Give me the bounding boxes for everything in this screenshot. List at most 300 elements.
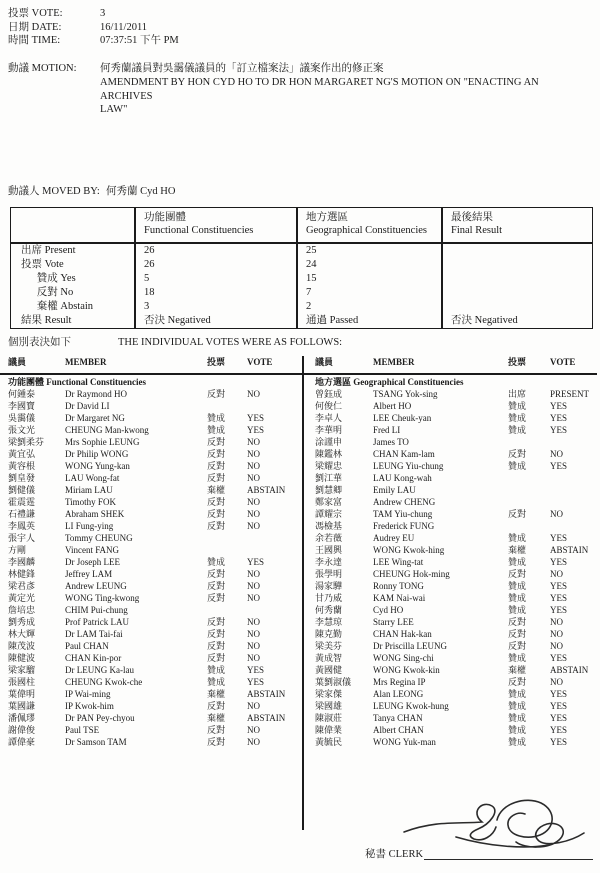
member-name-en: Dr Margaret NG	[65, 413, 125, 423]
member-row	[8, 412, 296, 424]
member-vote-zh: 贊成	[207, 557, 226, 567]
member-vote-en: YES	[247, 677, 265, 687]
summary-row-label: 出席 Present	[21, 245, 76, 256]
member-vote-en: NO	[550, 617, 563, 627]
member-name-zh: 李國寶	[8, 401, 36, 411]
member-vote-en	[550, 496, 597, 508]
member-name-zh: 曾鈺成	[315, 389, 343, 399]
member-vote-en: NO	[247, 449, 260, 459]
col-member-zh: 議員	[315, 357, 334, 367]
member-vote-zh: 贊成	[207, 425, 226, 435]
member-name-zh: 黃毓民	[315, 737, 343, 747]
individual-votes-caption-zh: 個別表決如下	[8, 337, 71, 348]
member-name-en: Paul TSE	[65, 725, 100, 735]
member-name-zh: 梁美芬	[315, 641, 343, 651]
member-vote-en: NO	[247, 497, 260, 507]
time-label: 時間 TIME:	[8, 35, 61, 46]
member-vote-en: NO	[550, 449, 563, 459]
member-name-en: TAM Yiu-chung	[373, 509, 433, 519]
member-vote-en: NO	[550, 629, 563, 639]
member-vote-en: NO	[247, 737, 260, 747]
member-name-en: Paul CHAN	[65, 641, 109, 651]
member-name-en: LI Fung-ying	[65, 521, 114, 531]
summary-row-fc-value: 26	[144, 245, 155, 256]
member-name-zh: 劉慧卿	[315, 485, 343, 495]
member-vote-zh: 棄權	[508, 545, 527, 555]
member-name-zh: 李慧琼	[315, 617, 343, 627]
member-vote-zh: 贊成	[207, 665, 226, 675]
member-vote-zh: 反對	[207, 449, 226, 459]
member-vote-en	[247, 400, 296, 412]
member-vote-en: NO	[247, 509, 260, 519]
member-name-zh: 李華明	[315, 425, 343, 435]
member-name-en: CHAN Kin-por	[65, 653, 122, 663]
member-name-zh: 李鳳英	[8, 521, 36, 531]
member-name-zh: 梁劉柔芬	[8, 437, 45, 447]
member-name-zh: 何俊仁	[315, 401, 343, 411]
summary-col-final-en: Final Result	[451, 225, 503, 236]
member-vote-en: NO	[247, 641, 260, 651]
member-vote-zh	[508, 520, 550, 532]
member-vote-en: NO	[247, 569, 260, 579]
member-name-zh: 甘乃威	[315, 593, 343, 603]
summary-col-blank	[11, 208, 134, 242]
date-label: 日期 DATE:	[8, 21, 62, 33]
summary-row-label: 棄權 Abstain	[21, 301, 94, 312]
member-vote-en: ABSTAIN	[550, 665, 589, 675]
member-name-zh: 潘佩璆	[8, 713, 36, 723]
member-name-zh: 梁家騮	[8, 665, 36, 675]
summary-row	[11, 286, 592, 300]
member-row	[315, 508, 597, 520]
summary-row-final-value	[441, 286, 592, 300]
member-name-zh: 張學明	[315, 569, 343, 579]
member-vote-zh: 反對	[508, 677, 527, 687]
member-vote-zh: 贊成	[508, 713, 527, 723]
member-vote-zh: 贊成	[508, 461, 527, 471]
member-vote-en: NO	[247, 581, 260, 591]
member-vote-zh: 反對	[207, 473, 226, 483]
member-vote-zh	[508, 496, 550, 508]
member-vote-zh: 反對	[207, 641, 226, 651]
member-name-zh: 譚偉豪	[8, 737, 36, 747]
member-vote-en: NO	[247, 593, 260, 603]
member-row	[315, 664, 597, 676]
member-row	[315, 388, 597, 400]
member-row	[315, 712, 597, 724]
member-vote-zh: 贊成	[207, 677, 226, 687]
member-row	[315, 544, 597, 556]
member-name-zh: 陳淑莊	[315, 713, 343, 723]
vote-number-value: 3	[100, 8, 106, 19]
member-name-en: IP Kwok-him	[65, 701, 114, 711]
member-name-en: Jeffrey LAM	[65, 569, 113, 579]
member-vote-zh	[207, 532, 247, 544]
member-row	[8, 388, 296, 400]
summary-col-functional	[134, 208, 296, 242]
col-vote-zh: 投票	[207, 357, 226, 367]
member-row	[315, 460, 597, 472]
member-table-right-header	[315, 356, 597, 370]
summary-col-functional-zh: 功能團體	[144, 212, 186, 223]
member-row	[315, 400, 597, 412]
member-row	[8, 472, 296, 484]
member-table-geographical-rows	[315, 388, 597, 748]
member-vote-en: NO	[247, 461, 260, 471]
member-row	[8, 568, 296, 580]
member-vote-en: YES	[550, 713, 568, 723]
member-vote-en: YES	[550, 701, 568, 711]
member-name-en: Tanya CHAN	[373, 713, 423, 723]
member-name-zh: 吳靄儀	[8, 413, 36, 423]
member-name-en: Prof Patrick LAU	[65, 617, 129, 627]
member-row	[315, 472, 597, 484]
member-vote-zh: 反對	[508, 569, 527, 579]
member-row	[8, 616, 296, 628]
member-name-zh: 謝偉俊	[8, 725, 36, 735]
member-vote-zh	[207, 544, 247, 556]
member-vote-en: YES	[247, 425, 265, 435]
member-name-en: James TO	[373, 437, 409, 447]
member-name-zh: 張宇人	[8, 533, 36, 543]
member-row	[315, 604, 597, 616]
date-value: 16/11/2011	[100, 21, 148, 33]
member-name-en: LEUNG Kwok-hung	[373, 701, 449, 711]
member-vote-en: YES	[550, 461, 568, 471]
col-vote-en: VOTE	[550, 357, 576, 367]
member-vote-zh	[508, 436, 550, 448]
member-vote-en	[550, 484, 597, 496]
member-row	[315, 412, 597, 424]
member-name-en: CHEUNG Hok-ming	[373, 569, 450, 579]
member-name-zh: 王國興	[315, 545, 343, 555]
member-vote-zh: 反對	[207, 701, 226, 711]
member-vote-en	[247, 544, 296, 556]
clerk-signature	[398, 790, 588, 856]
member-name-zh: 梁國雄	[315, 701, 343, 711]
member-vote-en	[550, 436, 597, 448]
summary-row-final-value	[441, 300, 592, 314]
member-name-en: Tommy CHEUNG	[65, 533, 133, 543]
member-row	[8, 676, 296, 688]
member-row	[315, 616, 597, 628]
member-vote-en: NO	[247, 653, 260, 663]
member-name-zh: 張文光	[8, 425, 36, 435]
member-name-en: Dr Joseph LEE	[65, 557, 120, 567]
member-name-en: Timothy FOK	[65, 497, 116, 507]
member-name-en: Cyd HO	[373, 605, 404, 615]
member-name-en: Dr Philip WONG	[65, 449, 129, 459]
member-vote-zh: 贊成	[508, 689, 527, 699]
member-row	[315, 592, 597, 604]
member-row	[8, 712, 296, 724]
member-vote-en: ABSTAIN	[247, 713, 286, 723]
summary-row-final-value: 否決 Negatived	[451, 315, 518, 326]
member-row	[315, 736, 597, 748]
member-table-geographical	[315, 376, 597, 748]
moved-by-label: 動議人 MOVED BY:	[8, 186, 100, 197]
member-row	[315, 448, 597, 460]
motion-text-zh: 何秀蘭議員對吳靄儀議員的「訂立檔案法」議案作出的修正案	[100, 63, 384, 74]
member-row	[315, 628, 597, 640]
summary-row-final-value	[441, 272, 592, 286]
summary-row-fc-value: 3	[144, 301, 150, 312]
summary-table-body	[11, 244, 592, 328]
member-row	[8, 700, 296, 712]
member-vote-zh: 反對	[508, 641, 527, 651]
member-vote-en: YES	[550, 533, 568, 543]
summary-row-fc-value: 5	[144, 273, 150, 284]
summary-row-label: 投票 Vote	[21, 259, 64, 270]
member-name-en: IP Wai-ming	[65, 689, 111, 699]
summary-row-fc-value: 18	[144, 287, 155, 298]
member-vote-zh: 反對	[207, 617, 226, 627]
member-name-en: Dr LEUNG Ka-lau	[65, 665, 134, 675]
member-name-en: Dr Samson TAM	[65, 737, 127, 747]
member-name-en: Andrew LEUNG	[65, 581, 127, 591]
member-row	[315, 580, 597, 592]
member-name-en: Alan LEONG	[373, 689, 424, 699]
member-name-zh: 譚耀宗	[315, 509, 343, 519]
member-vote-en: ABSTAIN	[550, 545, 589, 555]
member-vote-en: NO	[247, 437, 260, 447]
summary-row-final-value	[441, 244, 592, 258]
member-vote-zh: 反對	[508, 617, 527, 627]
member-name-zh: 黃成智	[315, 653, 343, 663]
member-name-zh: 黃宜弘	[8, 449, 36, 459]
member-row	[315, 496, 597, 508]
col-vote-en: VOTE	[247, 357, 273, 367]
member-vote-zh: 反對	[207, 497, 226, 507]
member-row	[315, 556, 597, 568]
summary-row-label: 贊成 Yes	[21, 273, 76, 284]
col-member-zh: 議員	[8, 357, 27, 367]
member-table-left-header	[8, 356, 296, 370]
member-name-zh: 林健鋒	[8, 569, 36, 579]
member-vote-zh: 贊成	[508, 581, 527, 591]
summary-row-gc-value: 7	[306, 287, 312, 298]
member-name-en: Dr Priscilla LEUNG	[373, 641, 447, 651]
member-vote-en: YES	[550, 557, 568, 567]
member-vote-zh: 贊成	[508, 425, 527, 435]
member-name-en: LEUNG Yiu-chung	[373, 461, 444, 471]
member-table-functional-rows	[8, 388, 296, 748]
member-name-zh: 陳克勤	[315, 629, 343, 639]
member-name-zh: 梁君彥	[8, 581, 36, 591]
member-name-zh: 林大輝	[8, 629, 36, 639]
member-vote-zh: 反對	[207, 461, 226, 471]
member-vote-zh: 贊成	[508, 557, 527, 567]
clerk-signature-line	[424, 859, 593, 860]
member-name-en: WONG Yung-kan	[65, 461, 130, 471]
member-vote-en: NO	[550, 509, 563, 519]
member-row	[8, 664, 296, 676]
member-name-zh: 劉江華	[315, 473, 343, 483]
member-row	[8, 592, 296, 604]
motion-text	[100, 62, 592, 117]
member-vote-zh: 棄權	[508, 665, 527, 675]
member-row	[315, 520, 597, 532]
member-name-zh: 張國柱	[8, 677, 36, 687]
member-name-en: WONG Sing-chi	[373, 653, 434, 663]
member-name-en: LAU Kong-wah	[373, 473, 432, 483]
member-name-zh: 黃定光	[8, 593, 36, 603]
member-name-en: WONG Kwok-hing	[373, 545, 445, 555]
member-vote-zh: 棄權	[207, 713, 226, 723]
motion-label: 動議 MOTION:	[8, 63, 77, 74]
section-title-geographical: 地方選區 Geographical Constituencies	[315, 377, 464, 387]
member-name-zh: 陳鑑林	[315, 449, 343, 459]
member-row	[315, 652, 597, 664]
member-name-en: CHAN Kam-lam	[373, 449, 435, 459]
member-vote-en: YES	[550, 737, 568, 747]
member-name-en: Mrs Regina IP	[373, 677, 426, 687]
member-vote-en: PRESENT	[550, 389, 590, 399]
summary-row-gc-value: 2	[306, 301, 312, 312]
member-vote-zh: 棄權	[207, 485, 226, 495]
member-row	[8, 460, 296, 472]
member-name-en: LEE Wing-tat	[373, 557, 424, 567]
member-vote-zh: 反對	[508, 449, 527, 459]
summary-row	[11, 314, 592, 328]
member-name-en: LEE Cheuk-yan	[373, 413, 432, 423]
summary-col-geographical-en: Geographical Constituencies	[306, 225, 428, 236]
time-value: 07:37:51 下午 PM	[100, 35, 179, 46]
member-vote-en: NO	[247, 389, 260, 399]
member-row	[8, 556, 296, 568]
member-vote-en: NO	[247, 473, 260, 483]
member-name-zh: 陳偉業	[315, 725, 343, 735]
member-vote-en: ABSTAIN	[247, 485, 286, 495]
member-name-en: Starry LEE	[373, 617, 414, 627]
individual-votes-caption-en: THE INDIVIDUAL VOTES WERE AS FOLLOWS:	[118, 337, 343, 348]
clerk-label: 秘書 CLERK	[365, 849, 424, 860]
summary-row	[11, 272, 592, 286]
summary-col-geographical	[296, 208, 441, 242]
member-name-en: Mrs Sophie LEUNG	[65, 437, 140, 447]
member-row	[8, 604, 296, 616]
member-vote-zh: 棄權	[207, 689, 226, 699]
member-vote-en: YES	[247, 557, 265, 567]
member-vote-zh: 反對	[207, 581, 226, 591]
member-row	[8, 484, 296, 496]
member-vote-en: YES	[550, 653, 568, 663]
member-vote-zh: 出席	[508, 389, 527, 399]
member-row	[8, 508, 296, 520]
member-vote-zh: 反對	[207, 737, 226, 747]
member-row	[8, 448, 296, 460]
member-name-en: Albert HO	[373, 401, 412, 411]
member-vote-zh: 反對	[207, 593, 226, 603]
member-vote-en: YES	[550, 581, 568, 591]
member-name-zh: 黃容根	[8, 461, 36, 471]
member-name-en: Ronny TONG	[373, 581, 424, 591]
member-vote-en: NO	[247, 521, 260, 531]
member-name-zh: 陳茂波	[8, 641, 36, 651]
member-vote-zh: 贊成	[508, 701, 527, 711]
summary-col-functional-en: Functional Constituencies	[144, 225, 254, 236]
member-row	[8, 736, 296, 748]
summary-row	[11, 244, 592, 258]
member-name-en: WONG Yuk-man	[373, 737, 436, 747]
member-vote-en: YES	[550, 605, 568, 615]
member-vote-zh: 贊成	[508, 737, 527, 747]
summary-row-gc-value: 25	[306, 245, 317, 256]
member-row	[8, 580, 296, 592]
col-member-en: MEMBER	[373, 357, 415, 367]
member-row	[8, 652, 296, 664]
member-row	[8, 496, 296, 508]
member-name-zh: 梁家傑	[315, 689, 343, 699]
col-vote-zh: 投票	[508, 357, 527, 367]
member-vote-en: NO	[247, 629, 260, 639]
summary-row-gc-value: 15	[306, 273, 317, 284]
member-vote-zh: 反對	[207, 509, 226, 519]
member-name-zh: 李國麟	[8, 557, 36, 567]
member-vote-zh	[207, 604, 247, 616]
member-row	[315, 532, 597, 544]
summary-col-final-zh: 最後結果	[451, 212, 493, 223]
member-table-header-rule	[0, 373, 597, 375]
member-vote-zh: 贊成	[508, 401, 527, 411]
member-row	[315, 568, 597, 580]
member-name-en: TSANG Yok-sing	[373, 389, 438, 399]
member-vote-zh: 贊成	[508, 605, 527, 615]
member-name-zh: 霍震霆	[8, 497, 36, 507]
member-name-zh: 葉偉明	[8, 689, 36, 699]
member-name-en: Andrew CHENG	[373, 497, 436, 507]
member-row	[315, 700, 597, 712]
member-row	[8, 424, 296, 436]
member-row	[315, 424, 597, 436]
member-vote-zh: 反對	[508, 509, 527, 519]
member-vote-zh: 贊成	[508, 413, 527, 423]
member-name-zh: 葉國謙	[8, 701, 36, 711]
member-name-en: Dr Raymond HO	[65, 389, 127, 399]
member-vote-zh: 反對	[207, 389, 226, 399]
member-name-en: CHEUNG Man-kwong	[65, 425, 149, 435]
summary-row	[11, 258, 592, 272]
member-row	[8, 544, 296, 556]
member-vote-zh: 贊成	[508, 533, 527, 543]
summary-row-fc-value: 26	[144, 259, 155, 270]
member-name-zh: 馮檢基	[315, 521, 343, 531]
member-row	[315, 484, 597, 496]
member-name-en: Albert CHAN	[373, 725, 424, 735]
member-vote-en: YES	[550, 689, 568, 699]
col-member-en: MEMBER	[65, 357, 107, 367]
member-vote-en	[550, 472, 597, 484]
member-vote-en: YES	[550, 425, 568, 435]
member-row	[315, 436, 597, 448]
summary-table	[10, 207, 593, 329]
summary-row-fc-value: 否決 Negatived	[144, 315, 211, 326]
member-name-zh: 石禮謙	[8, 509, 36, 519]
member-vote-en: YES	[550, 593, 568, 603]
summary-row-gc-value: 通過 Passed	[306, 315, 359, 326]
member-vote-en: YES	[247, 665, 265, 675]
member-vote-en: YES	[550, 401, 568, 411]
member-vote-en: NO	[550, 677, 563, 687]
member-vote-zh: 贊成	[508, 653, 527, 663]
member-name-zh: 劉健儀	[8, 485, 36, 495]
member-name-en: Audrey EU	[373, 533, 415, 543]
member-vote-en: NO	[550, 569, 563, 579]
member-vote-zh	[508, 472, 550, 484]
member-row	[8, 436, 296, 448]
member-row	[315, 640, 597, 652]
member-name-zh: 余若薇	[315, 533, 343, 543]
